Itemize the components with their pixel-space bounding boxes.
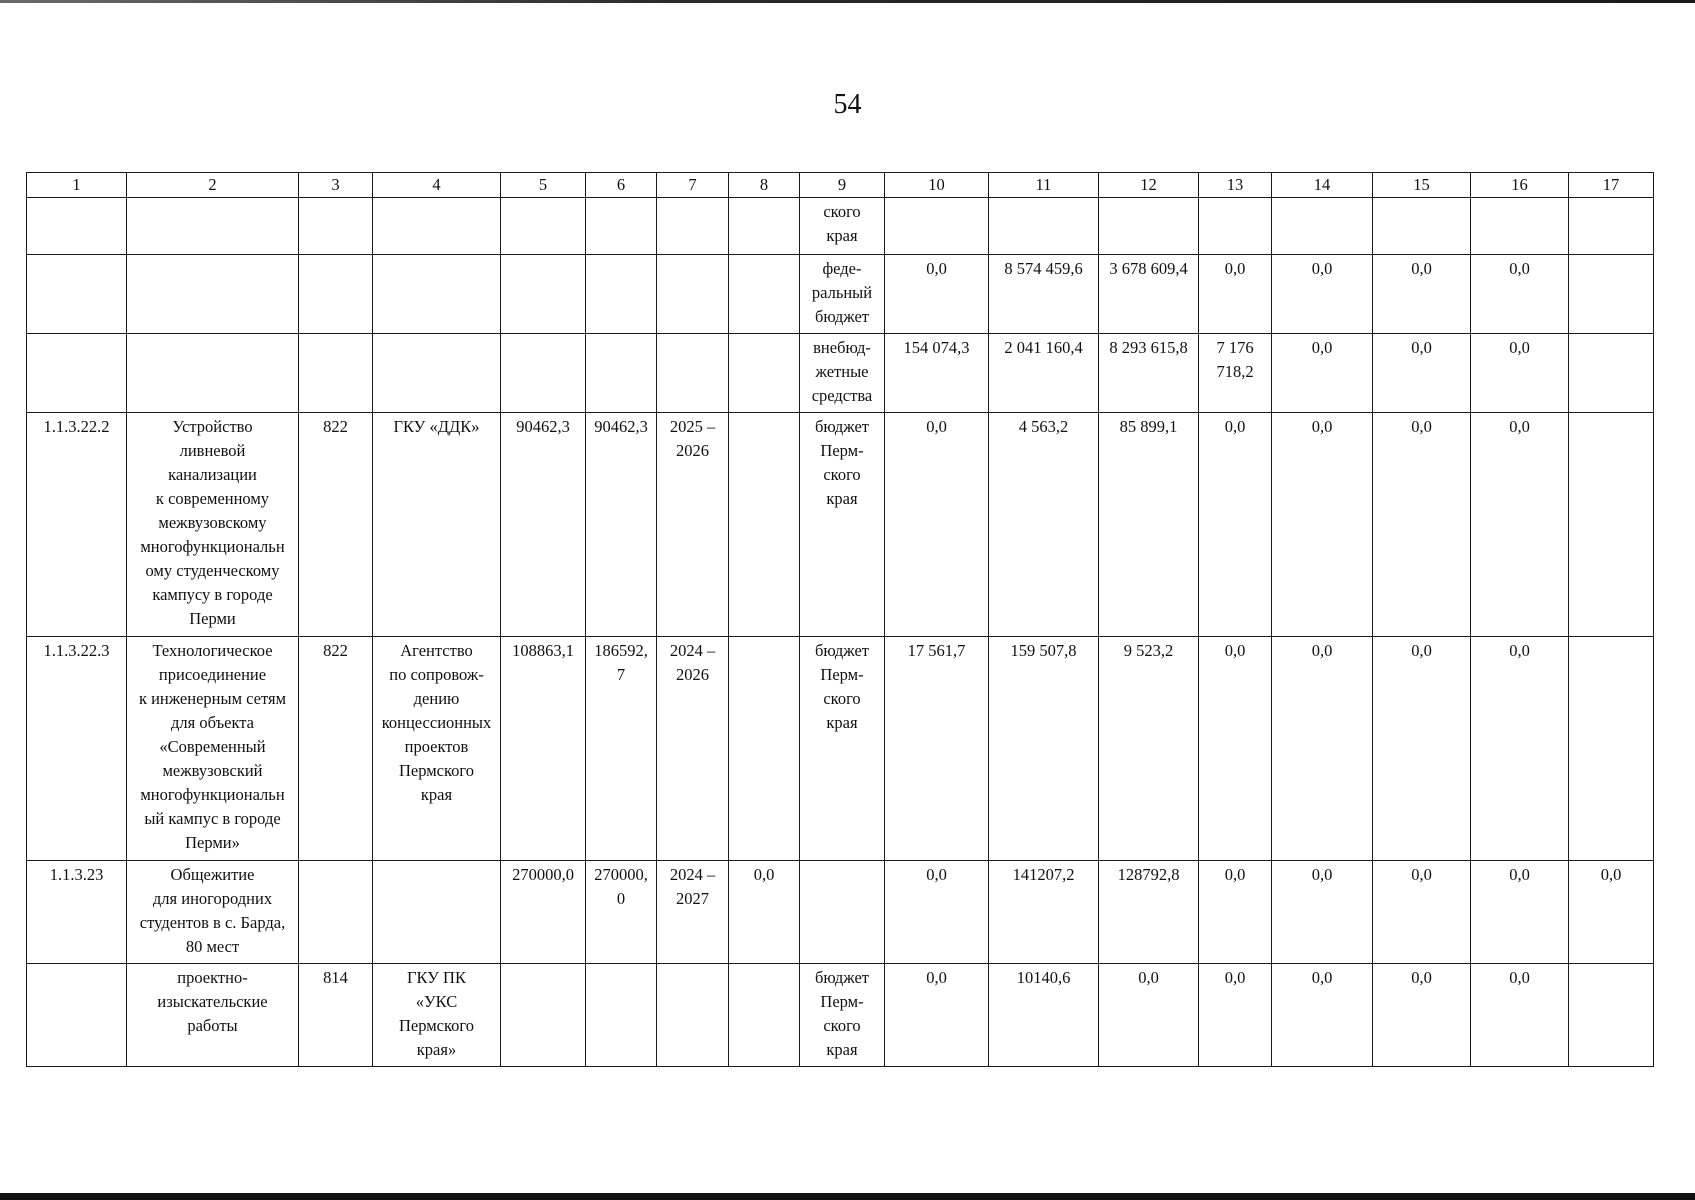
table-cell [729,637,800,861]
table-cell [729,255,800,334]
table-cell [586,964,657,1067]
period [657,964,729,1067]
amount-cell [1199,198,1272,255]
funding-source: бюджет Перм- ского края [800,637,885,861]
amount-cell: 159 507,8 [989,637,1099,861]
table-cell [729,198,800,255]
amount-cell: 2 041 160,4 [989,334,1099,413]
amount-cell [1569,637,1654,861]
column-number: 11 [989,173,1099,198]
grbs-code [299,198,373,255]
executor [373,334,501,413]
funding-source [800,861,885,964]
amount-cell: 0,0 [1272,334,1373,413]
amount-cell: 0,0 [1569,861,1654,964]
table-cell [586,255,657,334]
amount-cell: 8 574 459,6 [989,255,1099,334]
amount-cell [1373,198,1471,255]
amount-cell: 8 293 615,8 [1099,334,1199,413]
period [657,334,729,413]
table-cell: 90462,3 [586,413,657,637]
row-code [27,964,127,1067]
table-cell: 270000,0 [501,861,586,964]
column-number: 16 [1471,173,1569,198]
row-code [27,334,127,413]
amount-cell: 0,0 [1373,413,1471,637]
grbs-code: 814 [299,964,373,1067]
period [657,255,729,334]
row-code [27,198,127,255]
amount-cell [989,198,1099,255]
amount-cell [1569,255,1654,334]
grbs-code: 822 [299,637,373,861]
table-row [27,413,1654,637]
amount-cell: 141207,2 [989,861,1099,964]
event-name: проектно- изыскательские работы [127,964,299,1067]
amount-cell: 0,0 [1471,255,1569,334]
amount-cell: 9 523,2 [1099,637,1199,861]
amount-cell: 3 678 609,4 [1099,255,1199,334]
amount-cell: 0,0 [1471,637,1569,861]
column-number: 9 [800,173,885,198]
column-number: 17 [1569,173,1654,198]
row-code: 1.1.3.22.3 [27,637,127,861]
budget-table [26,172,1654,1067]
table-cell: 108863,1 [501,637,586,861]
column-number: 4 [373,173,501,198]
amount-cell: 17 561,7 [885,637,989,861]
executor: Агентство по сопровож- дению концессионных проектов Пермского края [373,637,501,861]
amount-cell: 0,0 [1373,334,1471,413]
amount-cell [1569,198,1654,255]
period [657,198,729,255]
column-number: 10 [885,173,989,198]
amount-cell [1272,198,1373,255]
funding-source: внебюд- жетные средства [800,334,885,413]
executor [373,861,501,964]
period: 2025 – 2026 [657,413,729,637]
amount-cell: 0,0 [1272,413,1373,637]
row-code [27,255,127,334]
grbs-code [299,255,373,334]
executor: ГКУ ПК «УКС Пермского края» [373,964,501,1067]
amount-cell: 0,0 [1373,255,1471,334]
table-row [27,861,1654,964]
executor: ГКУ «ДДК» [373,413,501,637]
amount-cell [885,198,989,255]
table-row [27,637,1654,861]
table-cell [501,198,586,255]
column-number: 14 [1272,173,1373,198]
funding-source: ского края [800,198,885,255]
amount-cell: 0,0 [1199,255,1272,334]
table-cell [586,198,657,255]
column-number: 2 [127,173,299,198]
table-cell [729,334,800,413]
amount-cell: 0,0 [1471,334,1569,413]
page-number: 54 [833,89,862,120]
executor [373,198,501,255]
amount-cell: 0,0 [1471,413,1569,637]
amount-cell: 85 899,1 [1099,413,1199,637]
funding-source: бюджет Перм- ского края [800,964,885,1067]
column-number: 7 [657,173,729,198]
table-cell [501,255,586,334]
table-cell [501,334,586,413]
amount-cell: 0,0 [1272,637,1373,861]
row-code: 1.1.3.23 [27,861,127,964]
column-number: 12 [1099,173,1199,198]
amount-cell: 0,0 [1272,255,1373,334]
column-number: 6 [586,173,657,198]
amount-cell: 0,0 [1373,861,1471,964]
amount-cell [1569,334,1654,413]
table-row [27,198,1654,255]
period: 2024 – 2027 [657,861,729,964]
table-cell [729,413,800,637]
column-number: 3 [299,173,373,198]
amount-cell: 10140,6 [989,964,1099,1067]
funding-source: бюджет Перм- ского края [800,413,885,637]
amount-cell: 0,0 [885,964,989,1067]
amount-cell: 0,0 [1199,964,1272,1067]
amount-cell: 0,0 [1199,861,1272,964]
funding-source: феде- ральный бюджет [800,255,885,334]
amount-cell [1471,198,1569,255]
column-number: 15 [1373,173,1471,198]
event-name: Устройство ливневой канализации к современному межвузовскому многофункциональн ому студенческому кампусу в городе Перми [127,413,299,637]
amount-cell: 0,0 [1272,964,1373,1067]
column-number: 1 [27,173,127,198]
event-name [127,334,299,413]
amount-cell: 0,0 [1272,861,1373,964]
amount-cell: 0,0 [1373,637,1471,861]
event-name [127,255,299,334]
amount-cell: 0,0 [885,413,989,637]
table-cell: 90462,3 [501,413,586,637]
column-number: 8 [729,173,800,198]
scan-edge-bottom [0,1193,1695,1200]
amount-cell [1099,198,1199,255]
table-cell: 186592, 7 [586,637,657,861]
amount-cell: 128792,8 [1099,861,1199,964]
grbs-code [299,861,373,964]
grbs-code: 822 [299,413,373,637]
event-name: Общежитие для иногородних студентов в с. Барда, 80 мест [127,861,299,964]
amount-cell: 0,0 [1471,861,1569,964]
grbs-code [299,334,373,413]
table-row [27,964,1654,1067]
scan-edge-top [0,0,1695,3]
column-number-row [27,173,1654,198]
amount-cell: 0,0 [1199,637,1272,861]
amount-cell: 0,0 [885,861,989,964]
table-row [27,334,1654,413]
amount-cell: 0,0 [885,255,989,334]
event-name [127,198,299,255]
table-cell: 0,0 [729,861,800,964]
amount-cell: 0,0 [1099,964,1199,1067]
amount-cell [1569,964,1654,1067]
period: 2024 – 2026 [657,637,729,861]
amount-cell: 0,0 [1373,964,1471,1067]
column-number: 5 [501,173,586,198]
table-cell [501,964,586,1067]
row-code: 1.1.3.22.2 [27,413,127,637]
amount-cell: 0,0 [1471,964,1569,1067]
table-cell: 270000, 0 [586,861,657,964]
table-row [27,255,1654,334]
amount-cell [1569,413,1654,637]
table-cell [729,964,800,1067]
amount-cell: 0,0 [1199,413,1272,637]
event-name: Технологическое присоединение к инженерным сетям для объекта «Современный межвузовский многофункциональн ый кампус в городе Перми» [127,637,299,861]
table-cell [586,334,657,413]
column-number: 13 [1199,173,1272,198]
amount-cell: 7 176 718,2 [1199,334,1272,413]
amount-cell: 154 074,3 [885,334,989,413]
executor [373,255,501,334]
amount-cell: 4 563,2 [989,413,1099,637]
